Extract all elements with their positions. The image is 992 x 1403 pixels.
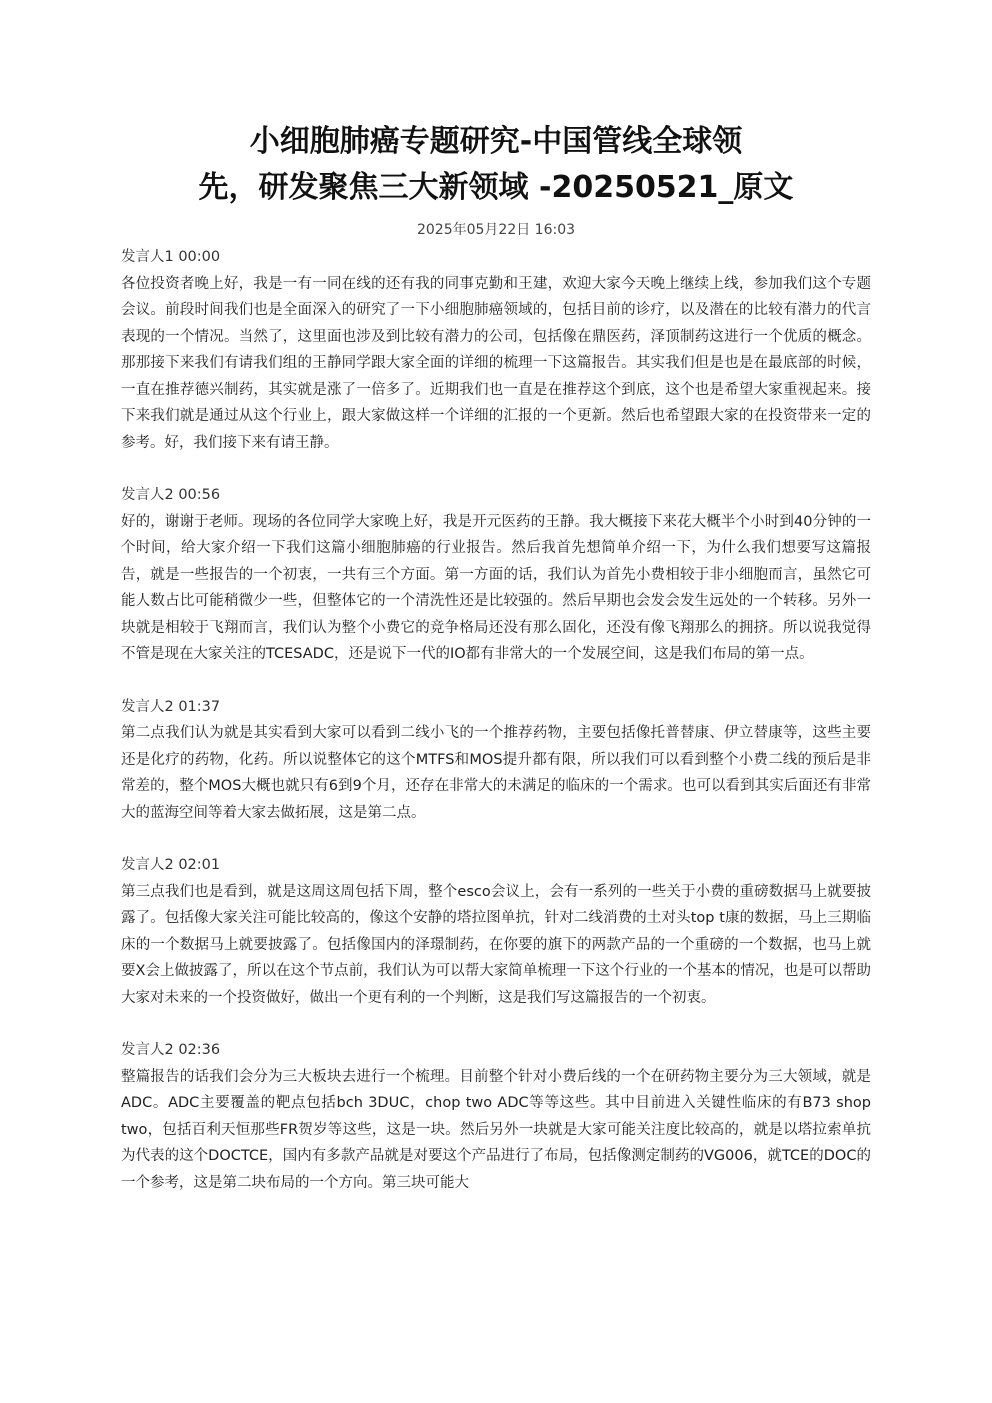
- transcript-section: [121, 852, 871, 1011]
- speaker-label: 发言人2 01:37: [121, 698, 221, 715]
- transcript-paragraph: 第二点我们认为就是其实看到大家可以看到二线小飞的一个推荐药物，主要包括像托普替康、伊立替康等，这些主要还是化疗的药物，化药。所以说整体它的这个MTFS和MOS提升都有限，所以我们可以看到整个小费二线的预后是非常差的，整个MOS大概也就只有6到9个月，还存在非常大的未满足的临床的一个需求。也可以看到其实后面还有非常大的蓝海空间等着大家去做拓展，这是第二点。: [121, 725, 871, 821]
- transcript-section: [121, 1037, 871, 1196]
- document-title: [150, 119, 842, 211]
- transcript-section: [121, 482, 871, 668]
- speaker-label: 发言人2 02:36: [121, 1042, 221, 1058]
- transcript-paragraph: 各位投资者晚上好，我是一有一同在线的还有我的同事克勤和王建，欢迎大家今天晚上继续上线，参加我们这个专题会议。前段时间我们也是全面深入的研究了一下小细胞肺癌领域的，包括目前的诊疗，以及潜在的比较有潜力的代言表现的一个情况。当然了，这里面也涉及到比较有潜力的公司，包括像在鼎医药，泽顶制药这进行一个优质的概念。那那接下来我们有请我们组的王静同学跟大家全面的详细的梳理一下这篇报告。其实我们但是也是在最底部的时候，一直在推荐德兴制药，其实就是涨了一倍多了。近期我们也一直是在推荐这个到底，这个也是希望大家重视起来。接下来我们就是通过从这个行业上，跟大家做这样一个详细的汇报的一个更新。然后也希望跟大家的在投资带来一定的参考。好，我们接下来有请王静。: [121, 275, 871, 451]
- transcript-paragraph: 整篇报告的话我们会分为三大板块去进行一个梳理。目前整个针对小费后线的一个在研药物主要分为三大领域，就是ADC。ADC主要覆盖的靶点包括bch 3DUC，chop two ADC等等这些。其中目前进入关键性临床的有B73 shop two，包括百利天恒那些FR贺岁等这些，这是一块。然后另外一块就是大家可能关注度比较高的，就是以塔拉索单抗为代表的这个DOCTCE，国内有多款产品就是对要这个产品进行了布局，包括像测定制药的VG006，就TCE的DOC的一个参考，这是第二块布局的一个方向。第三块可能大: [121, 1068, 871, 1191]
- title-line-1: 小细胞肺癌专题研究-中国管线全球领: [249, 124, 743, 159]
- document-date: 2025年05月22日 16:03: [416, 222, 576, 238]
- speaker-label: 发言人2 02:01: [121, 857, 221, 873]
- speaker-label: 发言人2 00:56: [121, 487, 221, 503]
- transcript-paragraph: 第三点我们也是看到，就是这周这周包括下周，整个esco会议上，会有一系列的一些关于小费的重磅数据马上就要披露了。包括像大家关注可能比较高的，像这个安静的塔拉图单抗，针对二线消费的土对头top t康的数据，马上三期临床的一个数据马上就要披露了。包括像国内的泽璟制药，在你要的旗下的两款产品的一个重磅的一个数据，也马上就要X会上做披露了，所以在这个节点前，我们认为可以帮大家简单梳理一下这个行业的一个基本的情况，也是可以帮助大家对未来的一个投资做好，做出一个更有利的一个判断，这是我们写这篇报告的一个初衷。: [121, 883, 871, 1006]
- speaker-label: 发言人1 00:00: [121, 249, 221, 265]
- transcript-section: [121, 244, 871, 456]
- title-line-2: 先，研发聚焦三大新领域 -20250521_原文: [198, 170, 794, 205]
- transcript-body: [121, 244, 871, 1222]
- transcript-paragraph: 好的，谢谢于老师。现场的各位同学大家晚上好，我是开元医药的王静。我大概接下来花大概半个小时到40分钟的一个时间，给大家介绍一下我们这篇小细胞肺癌的行业报告。然后我首先想简单介绍一下，为什么我们想要写这篇报告，就是一些报告的一个初衷，一共有三个方面。第一方面的话，我们认为首先小费相较于非小细胞而言，虽然它可能人数占比可能稍微少一些，但整体它的一个清洗性还是比较强的。然后早期也会发会发生远处的一个转移。另外一块就是相较于飞翔而言，我们认为整个小费它的竞争格局还没有那么固化，还没有像飞翔那么的拥挤。所以说我觉得不管是现在大家关注的TCESADC，还是说下一代的IO都有非常大的一个发展空间，这是我们布局的第一点。: [121, 513, 871, 662]
- transcript-section: [121, 694, 871, 827]
